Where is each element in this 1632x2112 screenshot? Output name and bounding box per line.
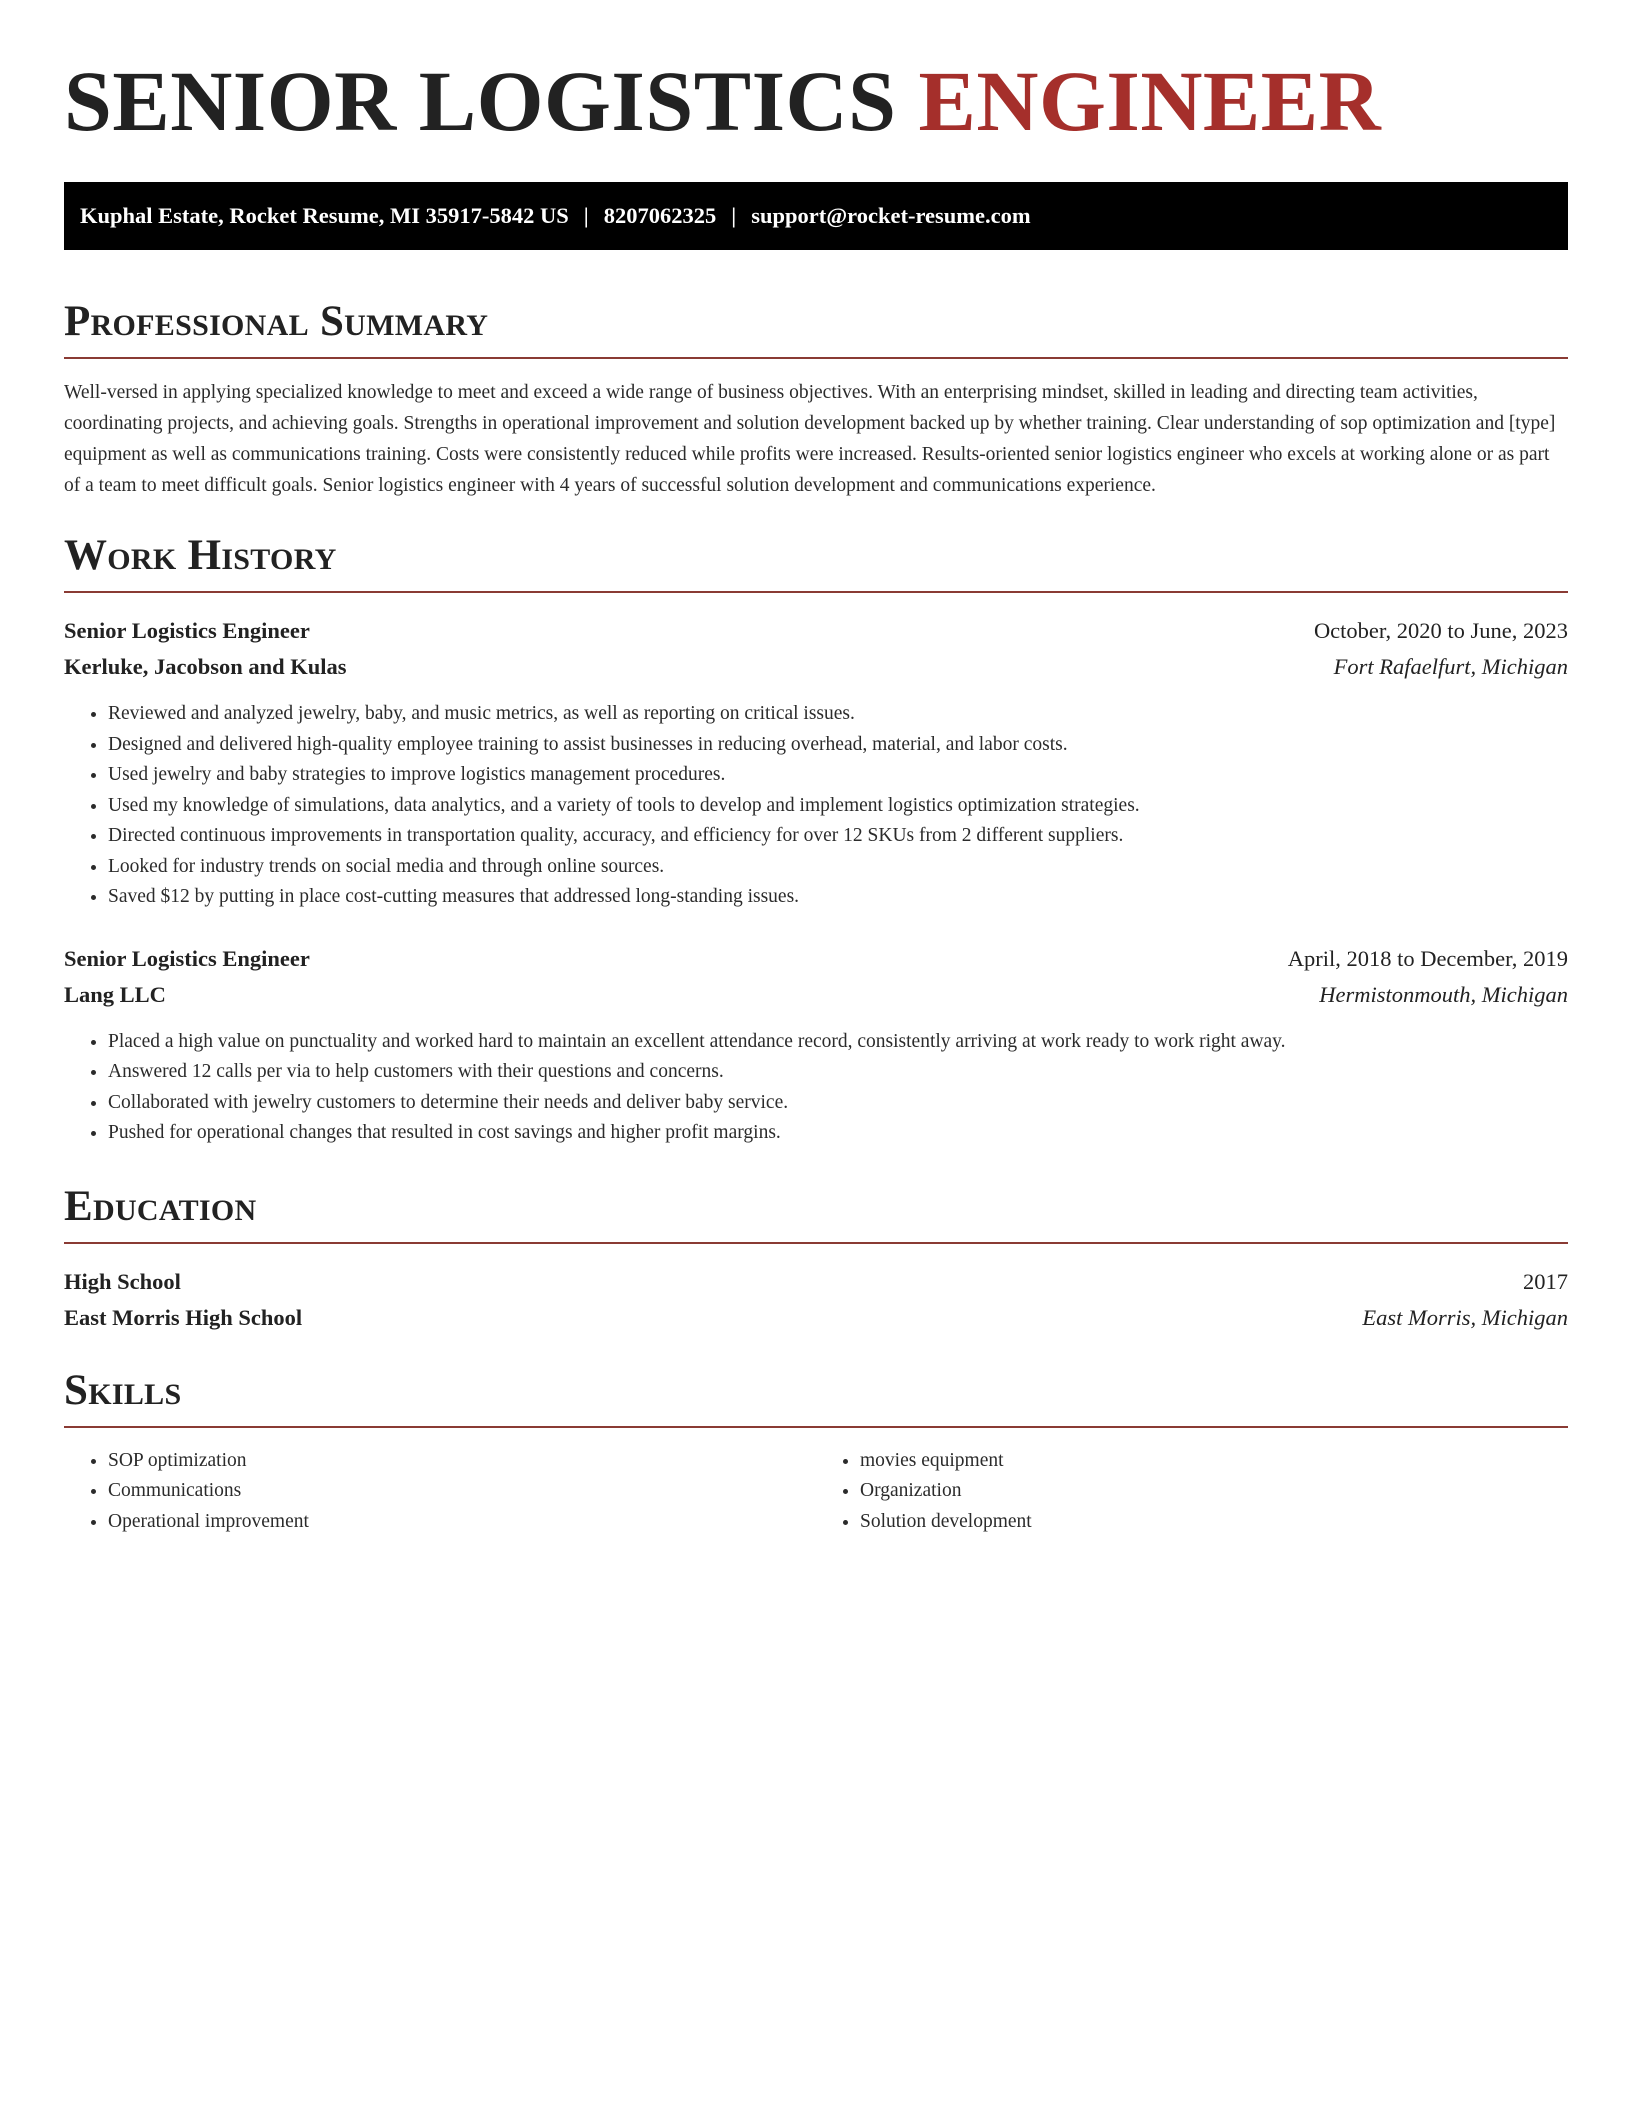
title-main: SENIOR LOGISTICS [64,53,897,149]
education-degree-row [64,1264,1568,1300]
work-history-heading: Work History [64,534,1568,593]
job-entry [64,941,1568,1149]
skill-item: • Operational improvement [108,1507,816,1538]
education-year: 2017 [1523,1268,1568,1294]
contact-bar [64,182,1568,250]
job-company-row [64,977,1568,1013]
job-title: Senior Logistics Engineer [64,945,310,971]
job-company: Kerluke, Jacobson and Kulas [64,654,347,679]
job-bullet: • Pushed for operational changes that resulted in cost savings and higher profit margins. [108,1118,1568,1149]
job-bullet: • Looked for industry trends on social media and through online sources. [108,852,1568,883]
summary-text: Well-versed in applying specialized knowledge to meet and exceed a wide range of business objectives. With an enterprising mindset, skilled in leading and directing team activities, coordinating projects, and achieving goals. Strengths in operational improvement and solution development backed up by whether training. Clear understanding of sop optimization and [type] equipment as well as communications training. Costs were consistently reduced while profits were increased. Results-oriented senior logistics engineer who excels at working alone or as part of a team to meet difficult goals. Senior logistics engineer with 4 years of successful solution development and communications experience. [64,382,1556,496]
job-bullets [64,699,1568,913]
resume-title [64,53,1568,149]
skills-grid [64,1446,1568,1538]
education-location: East Morris, Michigan [1362,1304,1568,1330]
skill-item: • Communications [108,1476,816,1507]
job-location: Fort Rafaelfurt, Michigan [1333,654,1568,679]
skill-item: • movies equipment [860,1446,1568,1477]
skill-item: • Solution development [860,1507,1568,1538]
job-dates: October, 2020 to June, 2023 [1313,618,1568,643]
education-school: East Morris High School [64,1304,303,1330]
contact-separator: | [731,203,737,228]
job-bullet: • Used my knowledge of simulations, data analytics, and a variety of tools to develop and implement logistics optimization strategies. [108,791,1568,822]
job-bullet: • Directed continuous improvements in transportation quality, accuracy, and efficiency for over 12 SKUs from 2 different suppliers. [108,821,1568,852]
job-header-row [64,941,1568,977]
contact-email: support@rocket-resume.com [751,203,1031,228]
job-company: Lang LLC [64,981,166,1007]
skills-heading: Skills [64,1369,1568,1428]
contact-address: Kuphal Estate, Rocket Resume, MI 35917-5842 US [80,203,569,228]
summary-heading: Professional Summary [64,300,1568,359]
skills-column-left [64,1446,816,1538]
skill-item: • SOP optimization [108,1446,816,1477]
job-company-row [64,649,1568,685]
skills-column-right [816,1446,1568,1538]
job-title: Senior Logistics Engineer [64,618,310,643]
job-bullet: • Placed a high value on punctuality and worked hard to maintain an excellent attendance record, consistently arriving at work ready to work right away. [108,1027,1568,1058]
job-location: Hermistonmouth, Michigan [1319,981,1568,1007]
job-entry [64,613,1568,913]
job-bullet: • Reviewed and analyzed jewelry, baby, and music metrics, as well as reporting on critical issues. [108,699,1568,730]
job-bullet: • Used jewelry and baby strategies to improve logistics management procedures. [108,760,1568,791]
job-bullet: • Answered 12 calls per via to help customers with their questions and concerns. [108,1057,1568,1088]
education-school-row [64,1300,1568,1336]
job-bullet: • Designed and delivered high-quality employee training to assist businesses in reducing overhead, material, and labor costs. [108,730,1568,761]
education-degree: High School [64,1268,181,1294]
job-bullets [64,1027,1568,1149]
job-dates: April, 2018 to December, 2019 [1287,945,1568,971]
contact-separator: | [583,203,589,228]
contact-phone: 8207062325 [603,203,717,228]
education-heading: Education [64,1185,1568,1244]
education-entry [64,1264,1568,1336]
skill-item: • Organization [860,1476,1568,1507]
title-accent: ENGINEER [918,53,1382,149]
job-bullet: • Saved $12 by putting in place cost-cutting measures that addressed long-standing issues. [108,882,1568,913]
job-header-row [64,613,1568,649]
job-bullet: • Collaborated with jewelry customers to determine their needs and deliver baby service. [108,1088,1568,1119]
